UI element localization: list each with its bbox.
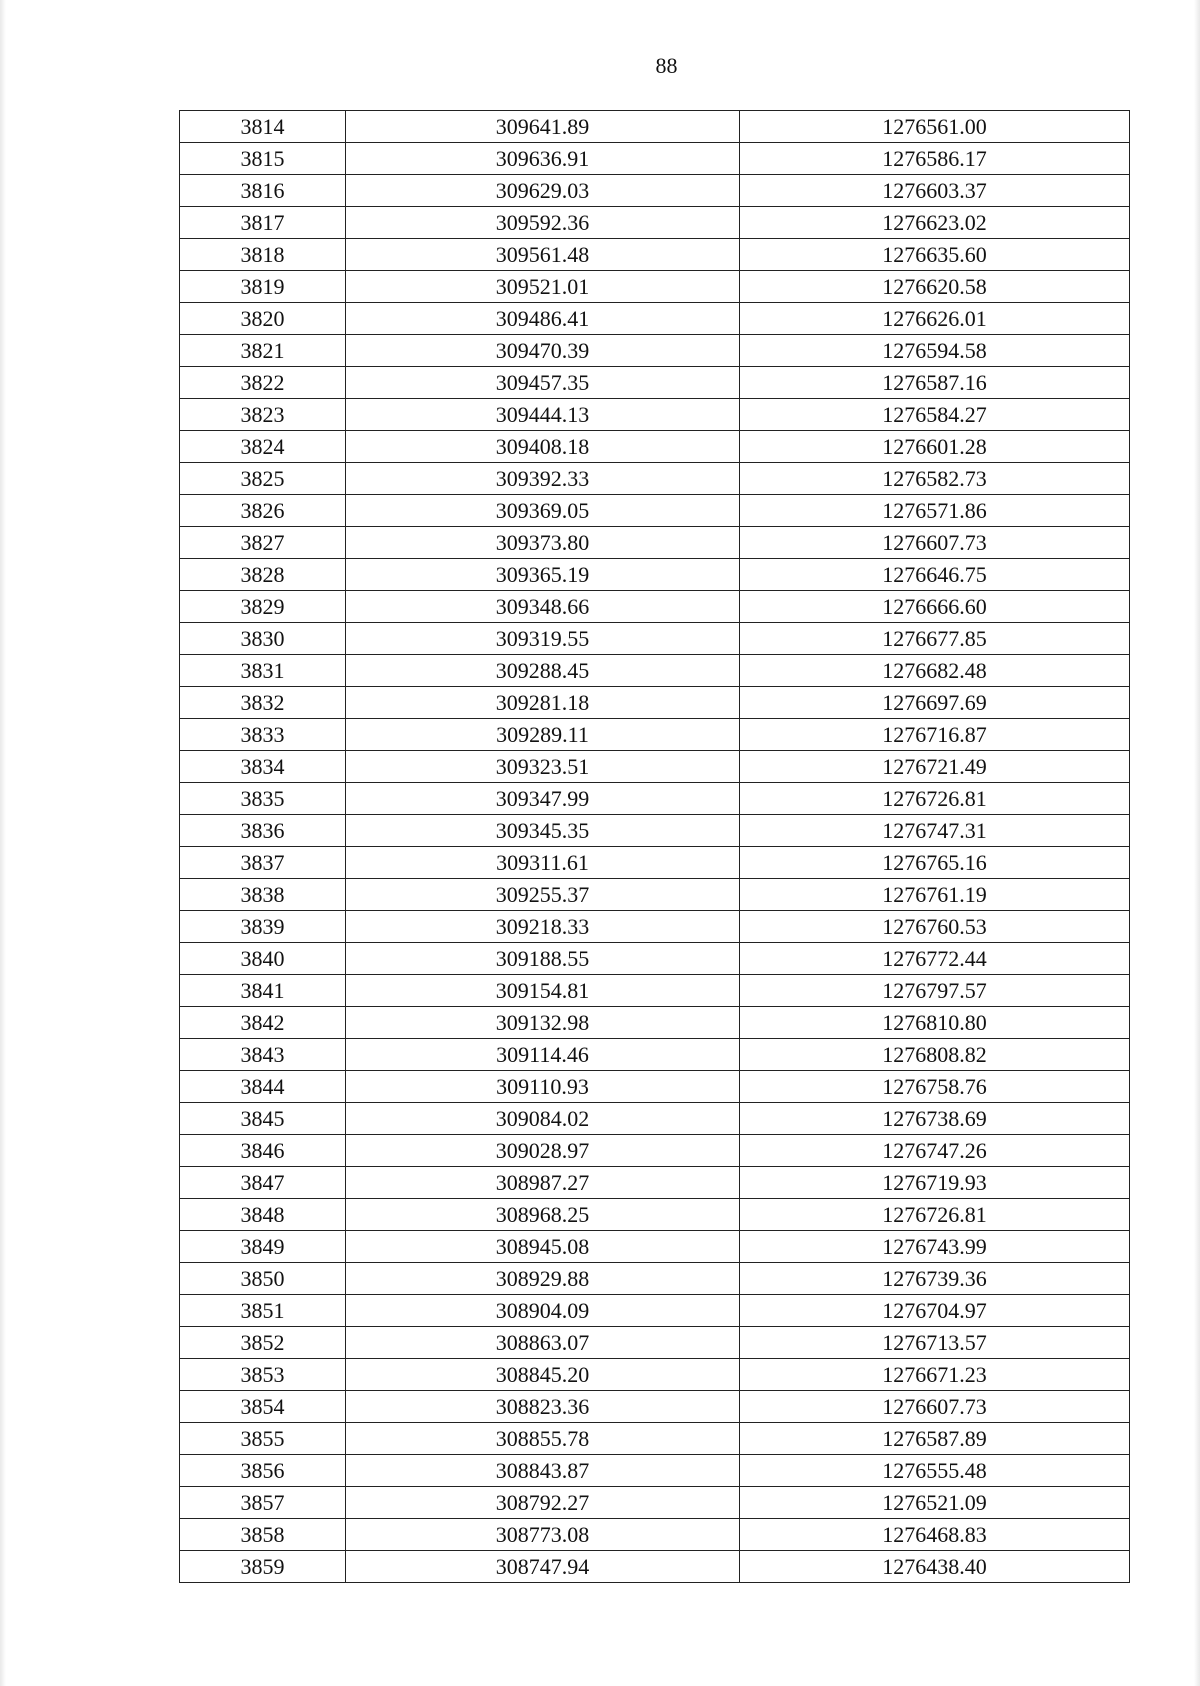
y-coordinate-cell: 1276586.17 (740, 143, 1130, 175)
table-row (180, 591, 1130, 623)
y-coordinate-cell: 1276704.97 (740, 1295, 1130, 1327)
x-coordinate-cell: 309348.66 (346, 591, 740, 623)
point-number-cell: 3852 (180, 1327, 346, 1359)
x-coordinate-cell: 308792.27 (346, 1487, 740, 1519)
table-row (180, 1327, 1130, 1359)
point-number-cell: 3849 (180, 1231, 346, 1263)
x-coordinate-cell: 309369.05 (346, 495, 740, 527)
table-row (180, 1423, 1130, 1455)
table-row (180, 815, 1130, 847)
table-row (180, 239, 1130, 271)
point-number-cell: 3837 (180, 847, 346, 879)
y-coordinate-cell: 1276587.16 (740, 367, 1130, 399)
x-coordinate-cell: 309392.33 (346, 463, 740, 495)
table-row (180, 783, 1130, 815)
y-coordinate-cell: 1276666.60 (740, 591, 1130, 623)
point-number-cell: 3831 (180, 655, 346, 687)
y-coordinate-cell: 1276635.60 (740, 239, 1130, 271)
x-coordinate-cell: 309347.99 (346, 783, 740, 815)
point-number-cell: 3845 (180, 1103, 346, 1135)
y-coordinate-cell: 1276716.87 (740, 719, 1130, 751)
table-row (180, 879, 1130, 911)
table-row (180, 495, 1130, 527)
table-row (180, 1359, 1130, 1391)
table-row (180, 303, 1130, 335)
y-coordinate-cell: 1276761.19 (740, 879, 1130, 911)
point-number-cell: 3824 (180, 431, 346, 463)
x-coordinate-cell: 309470.39 (346, 335, 740, 367)
point-number-cell: 3816 (180, 175, 346, 207)
y-coordinate-cell: 1276797.57 (740, 975, 1130, 1007)
x-coordinate-cell: 309521.01 (346, 271, 740, 303)
point-number-cell: 3833 (180, 719, 346, 751)
point-number-cell: 3842 (180, 1007, 346, 1039)
x-coordinate-cell: 309365.19 (346, 559, 740, 591)
y-coordinate-cell: 1276721.49 (740, 751, 1130, 783)
point-number-cell: 3819 (180, 271, 346, 303)
table-row (180, 207, 1130, 239)
point-number-cell: 3854 (180, 1391, 346, 1423)
point-number-cell: 3832 (180, 687, 346, 719)
y-coordinate-cell: 1276603.37 (740, 175, 1130, 207)
table-row (180, 975, 1130, 1007)
y-coordinate-cell: 1276468.83 (740, 1519, 1130, 1551)
point-number-cell: 3843 (180, 1039, 346, 1071)
point-number-cell: 3857 (180, 1487, 346, 1519)
y-coordinate-cell: 1276607.73 (740, 527, 1130, 559)
x-coordinate-cell: 309561.48 (346, 239, 740, 271)
y-coordinate-cell: 1276713.57 (740, 1327, 1130, 1359)
point-number-cell: 3848 (180, 1199, 346, 1231)
y-coordinate-cell: 1276677.85 (740, 623, 1130, 655)
x-coordinate-cell: 308968.25 (346, 1199, 740, 1231)
table-row (180, 1391, 1130, 1423)
x-coordinate-cell: 309592.36 (346, 207, 740, 239)
point-number-cell: 3838 (180, 879, 346, 911)
x-coordinate-cell: 309188.55 (346, 943, 740, 975)
point-number-cell: 3840 (180, 943, 346, 975)
table-row (180, 655, 1130, 687)
x-coordinate-cell: 309641.89 (346, 111, 740, 143)
table-row (180, 527, 1130, 559)
y-coordinate-cell: 1276738.69 (740, 1103, 1130, 1135)
x-coordinate-cell: 308945.08 (346, 1231, 740, 1263)
table-row (180, 1295, 1130, 1327)
point-number-cell: 3820 (180, 303, 346, 335)
x-coordinate-cell: 308845.20 (346, 1359, 740, 1391)
x-coordinate-cell: 309373.80 (346, 527, 740, 559)
table-row (180, 751, 1130, 783)
point-number-cell: 3827 (180, 527, 346, 559)
y-coordinate-cell: 1276601.28 (740, 431, 1130, 463)
coordinate-table-container (179, 110, 1129, 1583)
point-number-cell: 3830 (180, 623, 346, 655)
y-coordinate-cell: 1276810.80 (740, 1007, 1130, 1039)
x-coordinate-cell: 308773.08 (346, 1519, 740, 1551)
table-row (180, 943, 1130, 975)
point-number-cell: 3818 (180, 239, 346, 271)
table-row (180, 687, 1130, 719)
x-coordinate-cell: 308987.27 (346, 1167, 740, 1199)
point-number-cell: 3858 (180, 1519, 346, 1551)
page-number: 88 (655, 53, 678, 78)
table-row (180, 847, 1130, 879)
y-coordinate-cell: 1276808.82 (740, 1039, 1130, 1071)
x-coordinate-cell: 308843.87 (346, 1455, 740, 1487)
y-coordinate-cell: 1276626.01 (740, 303, 1130, 335)
x-coordinate-cell: 309629.03 (346, 175, 740, 207)
y-coordinate-cell: 1276438.40 (740, 1551, 1130, 1583)
table-row (180, 335, 1130, 367)
x-coordinate-cell: 309319.55 (346, 623, 740, 655)
y-coordinate-cell: 1276719.93 (740, 1167, 1130, 1199)
point-number-cell: 3828 (180, 559, 346, 591)
table-row (180, 1263, 1130, 1295)
y-coordinate-cell: 1276584.27 (740, 399, 1130, 431)
point-number-cell: 3844 (180, 1071, 346, 1103)
table-row (180, 719, 1130, 751)
table-row (180, 1231, 1130, 1263)
x-coordinate-cell: 309457.35 (346, 367, 740, 399)
x-coordinate-cell: 309288.45 (346, 655, 740, 687)
point-number-cell: 3814 (180, 111, 346, 143)
table-row (180, 559, 1130, 591)
y-coordinate-cell: 1276607.73 (740, 1391, 1130, 1423)
x-coordinate-cell: 309345.35 (346, 815, 740, 847)
x-coordinate-cell: 309132.98 (346, 1007, 740, 1039)
y-coordinate-cell: 1276758.76 (740, 1071, 1130, 1103)
table-row (180, 911, 1130, 943)
x-coordinate-cell: 309444.13 (346, 399, 740, 431)
table-row (180, 143, 1130, 175)
point-number-cell: 3817 (180, 207, 346, 239)
table-row (180, 1199, 1130, 1231)
x-coordinate-cell: 309218.33 (346, 911, 740, 943)
table-row (180, 175, 1130, 207)
table-row (180, 623, 1130, 655)
y-coordinate-cell: 1276620.58 (740, 271, 1130, 303)
y-coordinate-cell: 1276747.26 (740, 1135, 1130, 1167)
y-coordinate-cell: 1276760.53 (740, 911, 1130, 943)
table-row (180, 1487, 1130, 1519)
point-number-cell: 3826 (180, 495, 346, 527)
x-coordinate-cell: 309028.97 (346, 1135, 740, 1167)
y-coordinate-cell: 1276726.81 (740, 1199, 1130, 1231)
table-row (180, 1551, 1130, 1583)
y-coordinate-cell: 1276571.86 (740, 495, 1130, 527)
y-coordinate-cell: 1276739.36 (740, 1263, 1130, 1295)
scan-edge-right (1194, 0, 1200, 1686)
point-number-cell: 3835 (180, 783, 346, 815)
x-coordinate-cell: 309289.11 (346, 719, 740, 751)
point-number-cell: 3834 (180, 751, 346, 783)
y-coordinate-cell: 1276646.75 (740, 559, 1130, 591)
table-row (180, 367, 1130, 399)
point-number-cell: 3850 (180, 1263, 346, 1295)
table-row (180, 1135, 1130, 1167)
point-number-cell: 3823 (180, 399, 346, 431)
x-coordinate-cell: 309114.46 (346, 1039, 740, 1071)
table-row (180, 111, 1130, 143)
x-coordinate-cell: 309154.81 (346, 975, 740, 1007)
coordinate-table (179, 110, 1130, 1583)
y-coordinate-cell: 1276623.02 (740, 207, 1130, 239)
y-coordinate-cell: 1276582.73 (740, 463, 1130, 495)
y-coordinate-cell: 1276555.48 (740, 1455, 1130, 1487)
point-number-cell: 3841 (180, 975, 346, 1007)
table-row (180, 1039, 1130, 1071)
x-coordinate-cell: 308823.36 (346, 1391, 740, 1423)
x-coordinate-cell: 308904.09 (346, 1295, 740, 1327)
point-number-cell: 3825 (180, 463, 346, 495)
point-number-cell: 3829 (180, 591, 346, 623)
y-coordinate-cell: 1276772.44 (740, 943, 1130, 975)
point-number-cell: 3822 (180, 367, 346, 399)
y-coordinate-cell: 1276697.69 (740, 687, 1130, 719)
point-number-cell: 3855 (180, 1423, 346, 1455)
x-coordinate-cell: 308863.07 (346, 1327, 740, 1359)
x-coordinate-cell: 309281.18 (346, 687, 740, 719)
point-number-cell: 3856 (180, 1455, 346, 1487)
x-coordinate-cell: 308929.88 (346, 1263, 740, 1295)
y-coordinate-cell: 1276743.99 (740, 1231, 1130, 1263)
y-coordinate-cell: 1276765.16 (740, 847, 1130, 879)
point-number-cell: 3821 (180, 335, 346, 367)
x-coordinate-cell: 309408.18 (346, 431, 740, 463)
point-number-cell: 3859 (180, 1551, 346, 1583)
point-number-cell: 3815 (180, 143, 346, 175)
coordinate-table-body (180, 111, 1130, 1583)
x-coordinate-cell: 308855.78 (346, 1423, 740, 1455)
table-row (180, 1103, 1130, 1135)
y-coordinate-cell: 1276521.09 (740, 1487, 1130, 1519)
table-row (180, 399, 1130, 431)
y-coordinate-cell: 1276726.81 (740, 783, 1130, 815)
x-coordinate-cell: 308747.94 (346, 1551, 740, 1583)
table-row (180, 1071, 1130, 1103)
x-coordinate-cell: 309636.91 (346, 143, 740, 175)
table-row (180, 431, 1130, 463)
table-row (180, 271, 1130, 303)
point-number-cell: 3846 (180, 1135, 346, 1167)
point-number-cell: 3853 (180, 1359, 346, 1391)
table-row (180, 463, 1130, 495)
table-row (180, 1167, 1130, 1199)
table-row (180, 1455, 1130, 1487)
x-coordinate-cell: 309110.93 (346, 1071, 740, 1103)
point-number-cell: 3847 (180, 1167, 346, 1199)
point-number-cell: 3836 (180, 815, 346, 847)
x-coordinate-cell: 309084.02 (346, 1103, 740, 1135)
y-coordinate-cell: 1276587.89 (740, 1423, 1130, 1455)
y-coordinate-cell: 1276671.23 (740, 1359, 1130, 1391)
table-row (180, 1519, 1130, 1551)
x-coordinate-cell: 309486.41 (346, 303, 740, 335)
y-coordinate-cell: 1276594.58 (740, 335, 1130, 367)
x-coordinate-cell: 309323.51 (346, 751, 740, 783)
table-row (180, 1007, 1130, 1039)
point-number-cell: 3851 (180, 1295, 346, 1327)
scan-edge-left (0, 0, 6, 1686)
y-coordinate-cell: 1276561.00 (740, 111, 1130, 143)
point-number-cell: 3839 (180, 911, 346, 943)
y-coordinate-cell: 1276682.48 (740, 655, 1130, 687)
y-coordinate-cell: 1276747.31 (740, 815, 1130, 847)
x-coordinate-cell: 309311.61 (346, 847, 740, 879)
x-coordinate-cell: 309255.37 (346, 879, 740, 911)
